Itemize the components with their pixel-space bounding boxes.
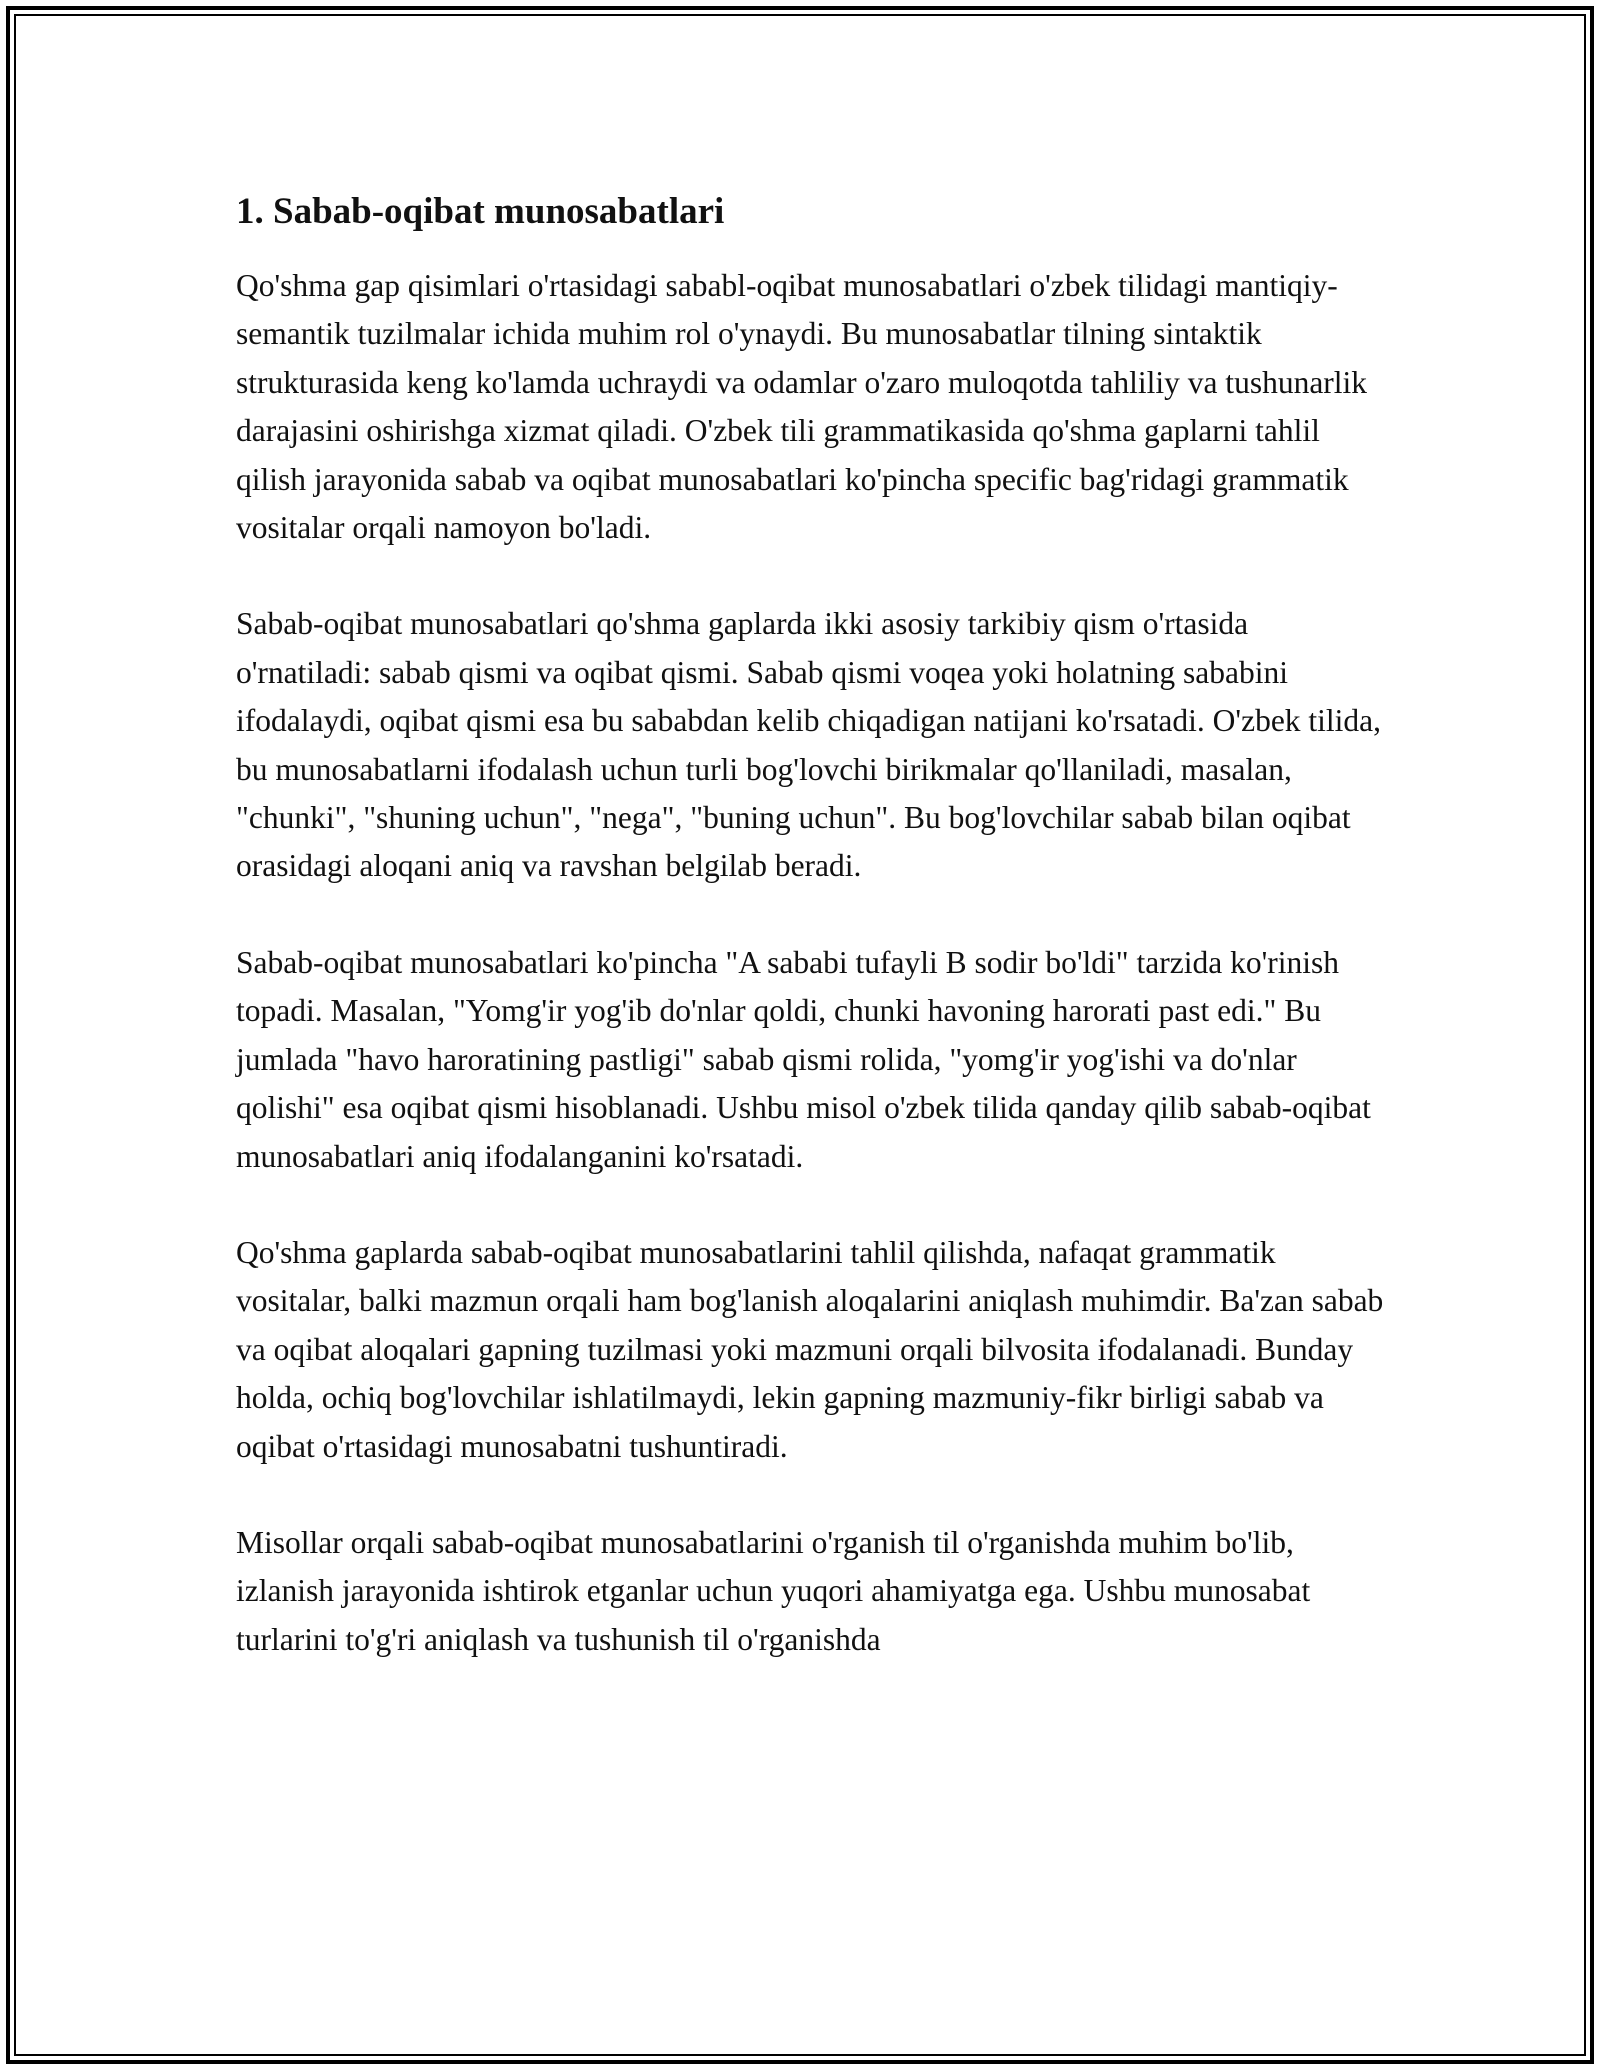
paragraph-4: Qo'shma gaplarda sabab-oqibat munosabatlarini tahlil qilishda, nafaqat grammatik vositalar, balki mazmun orqali ham bog'lanish aloqalarini aniqlash muhimdir. Ba'zan sabab va oqibat aloqalari gapning tuzilmasi yoki mazmuni orqali bilvosita ifodalanadi. Bunday holda, ochiq bog'lovchilar ishlatilmaydi, lekin gapning mazmuniy-fikr birligi sabab va oqibat o'rtasidagi munosabatni tushuntiradi. xyxy=(236,1234,1384,1464)
paragraph-3: Sabab-oqibat munosabatlari ko'pincha "A sababi tufayli B sodir bo'ldi" tarzida ko'rinish topadi. Masalan, "Yomg'ir yog'ib do'nlar qoldi, chunki havoning harorati past edi." Bu jumlada "havo haroratining pastligi" sabab qismi rolida, "yomg'ir yog'ishi va do'nlar qolishi" esa oqibat qismi hisoblanadi. Ushbu misol o'zbek tilida qanday qilib sabab-oqibat munosabatlari aniq ifodalanganini ko'rsatadi. xyxy=(236,944,1371,1174)
paragraph-2: Sabab-oqibat munosabatlari qo'shma gaplarda ikki asosiy tarkibiy qism o'rtasida o'rnatiladi: sabab qismi va oqibat qismi. Sabab qismi voqea yoki holatning sababini ifodalaydi, oqibat qismi esa bu sababdan kelib chiqadigan natijani ko'rsatadi. O'zbek tilida, bu munosabatlarni ifodalash uchun turli bog'lovchi birikmalar qo'llaniladi, masalan, "chunki", "shuning uchun", "nega", "buning uchun". Bu bog'lovchilar sabab bilan oqibat orasidagi aloqani aniq va ravshan belgilab beradi. xyxy=(236,606,1382,884)
paragraph-5: Misollar orqali sabab-oqibat munosabatlarini o'rganish til o'rganishda muhim bo'lib, izlanish jarayonida ishtirok etganlar uchun yuqori ahamiyatga ega. Ushbu munosabat turlarini to'g'ri aniqlash va tushunish til o'rganishda xyxy=(236,1524,1311,1657)
paragraph-1: Qo'shma gap qisimlari o'rtasidagi sababl-oqibat munosabatlari o'zbek tilidagi mantiqiy-semantik tuzilmalar ichida muhim rol o'ynaydi. Bu munosabatlar tilning sintaktik strukturasida keng ko'lamda uchraydi va odamlar o'zaro muloqotda tahliliy va tushunarlik darajasini oshirishga xizmat qiladi. O'zbek tili grammatikasida qo'shma gaplarni tahlil qilish jarayonida sabab va oqibat munosabatlari ko'pincha specific bag'ridagi grammatik vositalar orqali namoyon bo'ladi. xyxy=(236,268,1368,546)
document-body xyxy=(236,188,1386,1712)
section-heading: 1. Sabab-oqibat munosabatlari xyxy=(236,191,725,232)
